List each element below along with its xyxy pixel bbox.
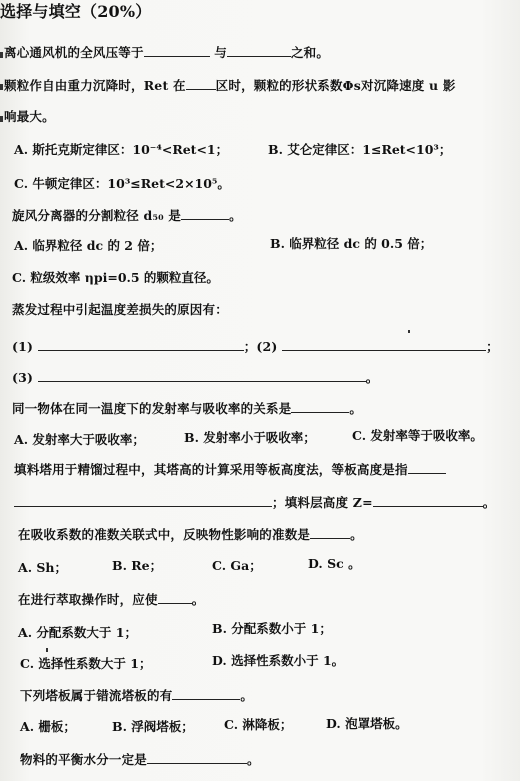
q8-option-b[interactable]: B. 分配系数小于 1；	[212, 621, 332, 636]
q9-option-d[interactable]: D. 泡罩塔板。	[326, 716, 408, 731]
q6-blank-2[interactable]	[373, 494, 483, 507]
scan-mark	[0, 84, 3, 90]
q10-blank[interactable]	[147, 751, 247, 764]
scan-mark	[0, 116, 3, 122]
q4-semicolon: ；	[486, 339, 499, 354]
q10-text: 物料的平衡水分一定是	[20, 752, 148, 767]
q6-period: 。	[482, 495, 496, 510]
q2-option-c[interactable]: C. 牛顿定律区：10³≤Ret<2×10⁵。	[14, 176, 230, 191]
q4-item-1-label: (1)	[12, 339, 34, 354]
q9-text: 下列塔板属于错流塔板的有	[20, 688, 173, 703]
q10-period: 。	[247, 752, 260, 767]
section-title: 选择与填空（20%）	[0, 2, 152, 21]
scan-mark	[0, 52, 3, 58]
q3-option-a[interactable]: A. 临界粒径 dc 的 2 倍；	[14, 238, 163, 253]
scan-mark	[46, 648, 48, 652]
q8-option-d[interactable]: D. 选择性系数小于 1。	[212, 653, 345, 668]
q8-blank[interactable]	[158, 591, 192, 604]
question-5	[12, 400, 362, 417]
q8-period: 。	[191, 592, 205, 607]
q4-blank-1[interactable]	[38, 338, 244, 351]
q4-blank-3[interactable]	[38, 369, 366, 382]
question-2	[4, 77, 456, 94]
q3-blank[interactable]	[181, 207, 229, 220]
question-8	[18, 591, 204, 608]
q5-option-c[interactable]: C. 发射率等于吸收率。	[352, 428, 483, 443]
q1-blank-2[interactable]	[227, 44, 291, 57]
q5-option-b[interactable]: B. 发射率小于吸收率；	[184, 430, 316, 445]
q2-text-b: 区时，颗粒的形状系数Φs对沉降速度 u	[215, 78, 439, 93]
q1-text-a: 离心通风机的全风压等于	[4, 45, 144, 60]
q7-option-b[interactable]: B. Re；	[112, 558, 163, 573]
q5-blank[interactable]	[291, 400, 349, 413]
question-1	[4, 44, 329, 61]
q4-items-row-2	[12, 369, 378, 386]
q6-blank-1b[interactable]	[14, 494, 272, 507]
q2-text-c: 影	[442, 78, 456, 93]
q4-items-row-1	[12, 338, 499, 355]
q2-option-b[interactable]: B. 艾仑定律区：1≤Ret<10³；	[268, 142, 452, 157]
q6-blank-1a[interactable]	[408, 461, 446, 474]
scan-mark	[408, 330, 410, 333]
question-7	[18, 526, 363, 543]
question-10	[20, 751, 260, 768]
q9-blank[interactable]	[172, 687, 240, 700]
q9-option-c[interactable]: C. 淋降板；	[224, 717, 293, 732]
q3-option-b[interactable]: B. 临界粒径 dc 的 0.5 倍；	[270, 236, 433, 251]
q1-blank-1[interactable]	[144, 44, 210, 57]
q6-text-b: ；填料层高度 Z=	[272, 495, 373, 510]
q4-blank-2[interactable]	[282, 338, 486, 351]
q2-blank[interactable]	[186, 77, 216, 90]
q8-option-a[interactable]: A. 分配系数大于 1；	[18, 625, 137, 640]
q1-text-c: 之和。	[290, 45, 330, 60]
q2-text-a: 颗粒作自由重力沉降时，Ret 在	[4, 78, 186, 93]
q2-continued: 响最大。	[4, 109, 55, 124]
q7-option-a[interactable]: A. Sh；	[18, 560, 68, 575]
q7-period: 。	[350, 527, 363, 542]
question-4: 蒸发过程中引起温度差损失的原因有：	[12, 302, 228, 317]
q1-text-b: 与	[214, 45, 227, 60]
question-9	[20, 687, 253, 704]
q4-item-3-label: (3)	[12, 370, 34, 385]
q7-text: 在吸收系数的准数关联式中，反映物性影响的准数是	[18, 527, 311, 542]
q3-text: 旋风分离器的分割粒径 d₅₀ 是	[12, 208, 182, 223]
q6-continued	[14, 494, 495, 511]
q7-option-d[interactable]: D. Sc 。	[308, 556, 361, 571]
q4-item-2-label: ；(2)	[243, 339, 278, 354]
q3-period: 。	[229, 208, 242, 223]
q7-blank[interactable]	[310, 526, 350, 539]
q5-text: 同一物体在同一温度下的发射率与吸收率的关系是	[12, 401, 292, 416]
q6-text-a: 填料塔用于精馏过程中，其塔高的计算采用等板高度法，等板高度是指	[14, 462, 408, 477]
q7-option-c[interactable]: C. Ga；	[212, 558, 262, 573]
q4-period: 。	[365, 370, 379, 385]
question-6	[14, 461, 446, 478]
q3-option-c[interactable]: C. 粒级效率 ηpi=0.5 的颗粒直径。	[12, 270, 219, 285]
q9-period: 。	[240, 688, 254, 703]
q8-text: 在进行萃取操作时，应使	[18, 592, 158, 607]
q9-option-b[interactable]: B. 浮阀塔板；	[112, 719, 194, 734]
q5-period: 。	[349, 401, 363, 416]
q2-option-a[interactable]: A. 斯托克斯定律区：10⁻⁴<Ret<1；	[14, 142, 229, 157]
q8-option-c[interactable]: C. 选择性系数大于 1；	[20, 656, 152, 671]
question-3	[12, 207, 242, 224]
q9-option-a[interactable]: A. 栅板；	[20, 719, 76, 734]
q5-option-a[interactable]: A. 发射率大于吸收率；	[14, 432, 145, 447]
